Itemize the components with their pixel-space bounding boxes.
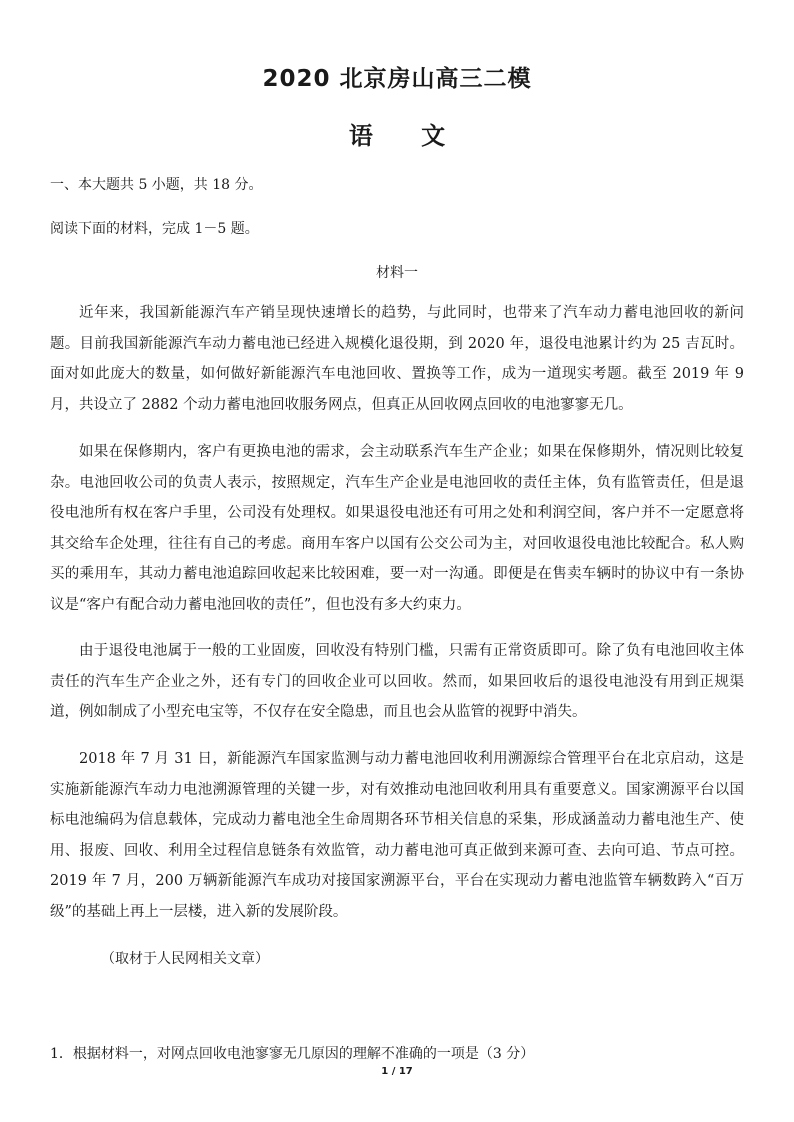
material-paragraph-4: 2018 年 7 月 31 日，新能源汽车国家监测与动力蓄电池回收利用溯源综合管理平台在北京启动，这是实施新能源汽车动力电池溯源管理的关键一步，对有效推动电池回收利用具有重要意义。国家溯源平台以国标电池编码为信息载体，完成动力蓄电池全生命周期各环节相关信息的采集，形成涵盖动力蓄电池生产、使用、报废、回收、利用全过程信息链条有效监管，动力蓄电池可真正做到来源可查、去向可追、节点可控。2019 年 7 月，200 万辆新能源汽车成功对接国家溯源平台，平台在实现动力蓄电池监管车辆数跨入“百万级”的基础上再上一层楼，进入新的发展阶段。 xyxy=(50,751,744,920)
material-paragraph-1: 近年来，我国新能源汽车产销呈现快速增长的趋势，与此同时，也带来了汽车动力蓄电池回收的新问题。目前我国新能源汽车动力蓄电池已经进入规模化退役期，到 2020 年，退役电池累计约为 25 吉瓦时。面对如此庞大的数量，如何做好新能源汽车电池回收、置换等工作，成为一道现实考题。截至 2019 年 9 月，共设立了 2882 个动力蓄电池回收服务网点，但真正从回收网点回收的电池寥寥无几。 xyxy=(50,305,744,413)
material-source: （取材于人民网相关文章） xyxy=(101,951,269,967)
material-paragraph-3: 由于退役电池属于一般的工业固废，回收没有特别门槛，只需有正常资质即可。除了负有电池回收主体责任的汽车生产企业之外，还有专门的回收企业可以回收。然而，如果回收后的退役电池没有用到正规渠道，例如制成了小型充电宝等，不仅存在安全隐患，而且也会从监管的视野中消失。 xyxy=(50,643,744,720)
material-label: 材料一 xyxy=(376,265,418,281)
question-1: 1．根据材料一，对网点回收电池寥寥无几原因的理解不准确的一项是（3 分） xyxy=(50,1046,535,1062)
material-paragraph-2: 如果在保修期内，客户有更换电池的需求，会主动联系汽车生产企业；如果在保修期外，情况则比较复杂。电池回收公司的负责人表示，按照规定，汽车生产企业是电池回收的责任主体，负有监管责任，但是退役电池所有权在客户手里，公司没有处理权。如果退役电池还有可用之处和利润空间，客户并不一定愿意将其交给车企处理，往往有自己的考虑。商用车客户以国有公交公司为主，对回收退役电池比较配合。私人购买的乘用车，其动力蓄电池追踪回收起来比较困难，要一对一沟通。即便是在售卖车辆时的协议中有一条协议是“客户有配合动力蓄电池回收的责任”，但也没有多大约束力。 xyxy=(50,444,744,613)
document-title: 2020 北京房山高三二模 xyxy=(262,66,532,92)
reading-instruction: 阅读下面的材料，完成 1－5 题。 xyxy=(50,221,259,237)
subject-title: 语 文 xyxy=(348,122,446,150)
page-number: 1 / 17 xyxy=(381,1066,413,1077)
section-heading: 一、本大题共 5 小题，共 18 分。 xyxy=(50,177,263,193)
